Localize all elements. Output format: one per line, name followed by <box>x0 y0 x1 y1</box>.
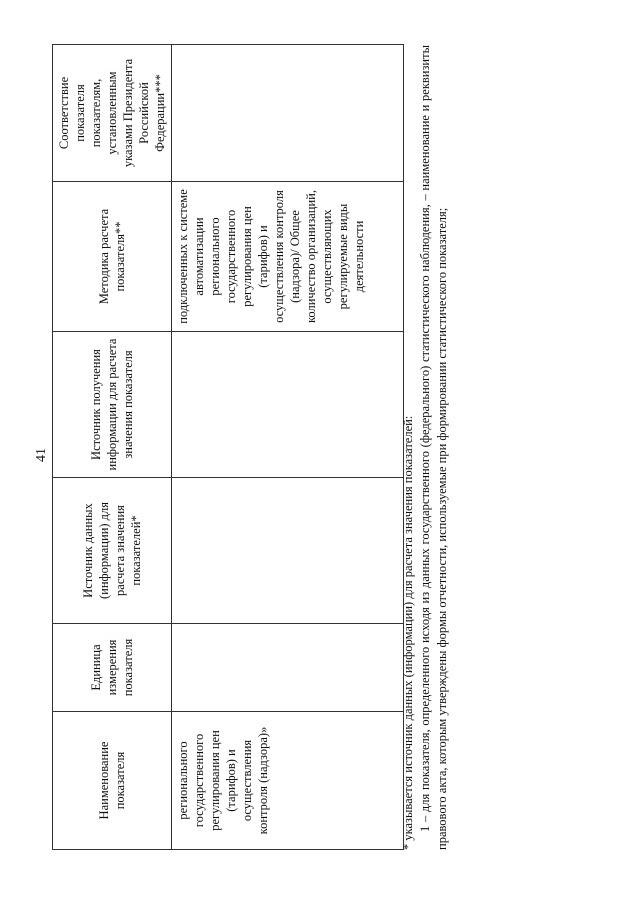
header-indicator-name: Наименование показателя <box>53 712 172 850</box>
footnote-1: * указывается источник данных (информации) для расчета значения показателей: <box>401 415 415 850</box>
footnote-2: 1 – для показателя, определенного исходя из данных государственного (федерального) статистического наблюдения, – наименование и реквизиты правового акта, которым утверждены формы отчетности, используемые при формировании статистического показателя; <box>418 45 449 850</box>
cell-data-source <box>172 478 404 624</box>
header-unit: Единица измерения показателя <box>53 624 172 712</box>
header-compliance: Соответствие показателя показателям, установленным указами Президента Российской Федерации*** <box>53 45 172 182</box>
cell-indicator-name: регионального государственного регулирования цен (тарифов) и осуществления контроля (надзора)» <box>172 712 404 850</box>
cell-compliance <box>172 45 404 182</box>
cell-unit <box>172 624 404 712</box>
header-data-source: Источник данных (информации) для расчета значения показателей* <box>53 478 172 624</box>
cell-info-source <box>172 332 404 478</box>
rotated-page-content <box>52 45 592 850</box>
header-info-source: Источник получения информации для расчета значения показателя <box>53 332 172 478</box>
cell-method: подключенных к системе автоматизации регионального государственного регулирования цен (тарифов) и осуществления контроля (надзора)/ Общее количество организаций, осуществляющих регулируемые виды деятельности <box>172 182 404 332</box>
table-row <box>172 45 404 850</box>
indicator-table <box>52 44 404 850</box>
header-method: Методика расчета показателя** <box>53 182 172 332</box>
table-header-row <box>53 45 172 850</box>
footnotes <box>400 45 451 850</box>
page-number: 41 <box>34 448 49 462</box>
